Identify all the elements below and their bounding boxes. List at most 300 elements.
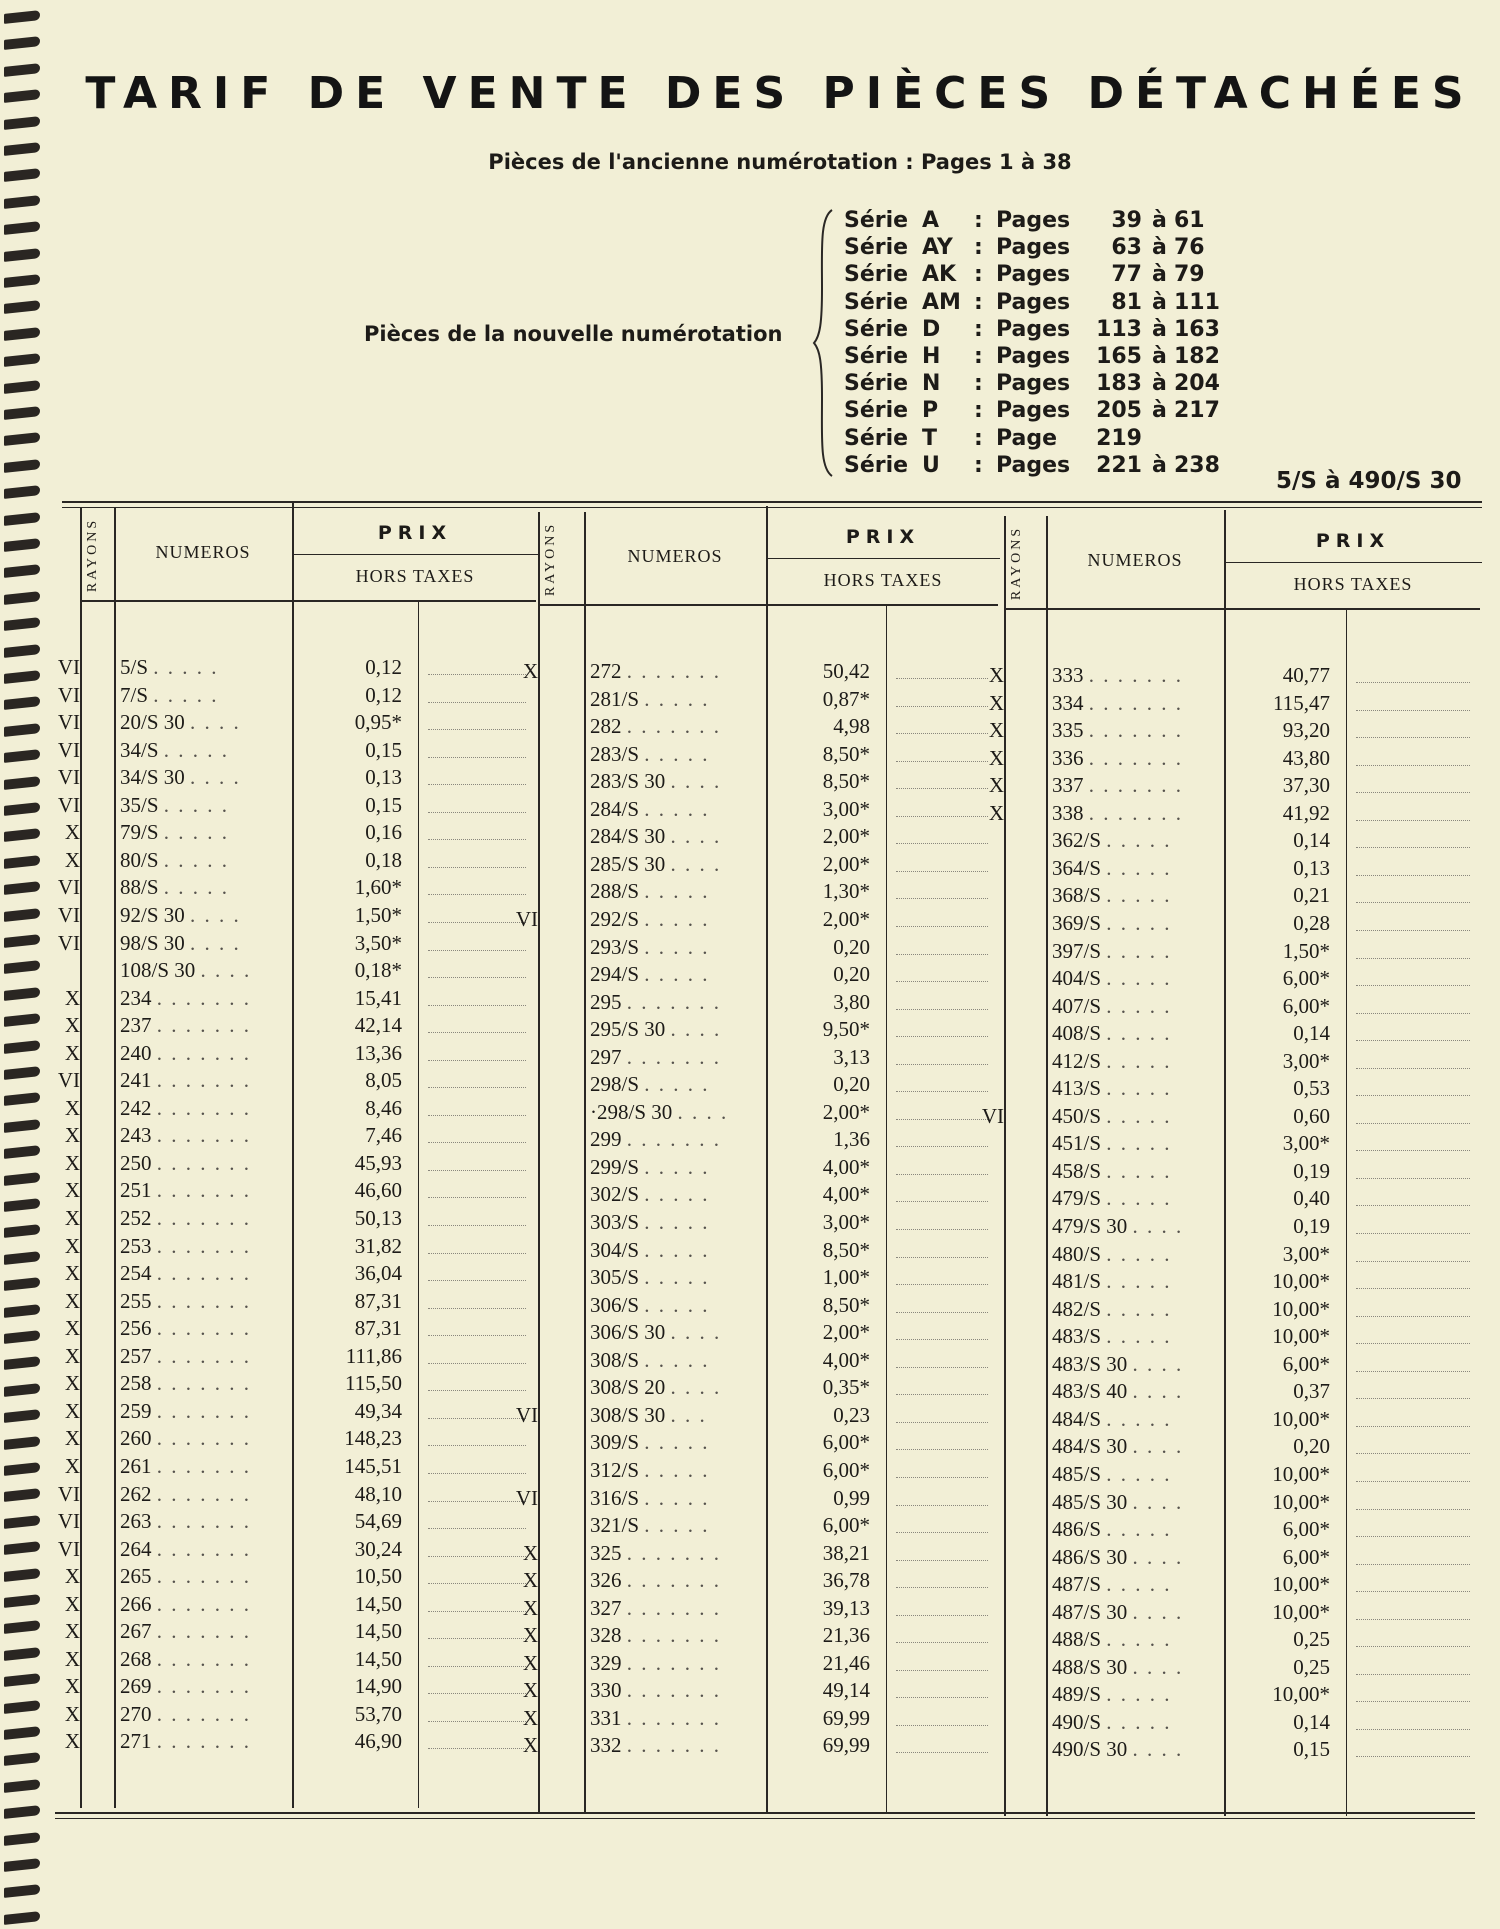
dot-leader: . . . . [1132, 1599, 1184, 1624]
table-row [42, 1591, 538, 1619]
series-code: D [922, 316, 941, 342]
price-value: 36,04 [354, 1261, 402, 1286]
table-row [42, 874, 538, 902]
rayon-code: VI [57, 737, 80, 762]
rayon-code: X [64, 1701, 80, 1726]
table-row [966, 1241, 1482, 1269]
header-bottom-rule [80, 600, 536, 602]
part-number: 490/S . . . . . [1052, 1709, 1172, 1734]
price-value: 115,47 [1273, 690, 1330, 715]
old-numbering-note: Pièces de l'ancienne numérotation : Pages 1 à 38 [488, 150, 1072, 174]
dot-leader: . . . . . [1106, 1158, 1172, 1183]
dot-leader: . . . . . . . [156, 1371, 251, 1396]
dot-leader: . . . . . [644, 1072, 710, 1097]
series-label: Série [844, 235, 909, 261]
rayon-code: X [64, 1453, 80, 1478]
price-value: 1,00* [822, 1265, 870, 1290]
table-row [966, 800, 1482, 828]
dot-leader: . . . . [1132, 1379, 1184, 1404]
blank-dotted-line [1356, 847, 1470, 848]
table-row [966, 1048, 1482, 1076]
part-number: 240 . . . . . . . [120, 1040, 251, 1065]
blank-dotted-line [1356, 1426, 1470, 1427]
dot-leader: . . . . . [163, 737, 230, 762]
blank-dotted-line [1356, 1343, 1470, 1344]
spiral-ring [4, 908, 40, 922]
dot-leader: . . . . [200, 958, 252, 983]
part-number: 486/S . . . . . [1052, 1517, 1172, 1542]
price-value: 6,00* [1282, 993, 1330, 1018]
rayon-code: VI [57, 930, 80, 955]
spiral-ring [4, 1145, 40, 1159]
blank-dotted-line [1356, 682, 1470, 683]
dot-leader: . . . . . [163, 820, 230, 845]
dot-leader: . . . . . [644, 906, 710, 931]
spiral-ring [4, 749, 40, 763]
price-value: 4,00* [822, 1154, 870, 1179]
rayon-code: X [64, 1564, 80, 1589]
dot-leader: . . . . . . . [156, 1178, 251, 1203]
part-number: 298/S . . . . . [590, 1072, 710, 1097]
header-rayons-label: RAYONS [543, 521, 558, 597]
rayon-code: X [64, 985, 80, 1010]
price-value: 0,20 [833, 962, 870, 987]
dot-leader: . . . . . [644, 1210, 710, 1234]
price-value: 0,14 [1293, 828, 1330, 853]
table-row [500, 1347, 1000, 1375]
dot-leader: . . . . . [644, 741, 710, 766]
price-value: 145,51 [344, 1453, 402, 1478]
part-number: 241 . . . . . . . [120, 1068, 251, 1093]
table-row [966, 1681, 1482, 1709]
rayon-code: X [64, 1288, 80, 1313]
table-row [500, 1264, 1000, 1292]
price-value: 8,50* [822, 1292, 870, 1317]
series-brace [812, 208, 836, 478]
table-row [42, 1398, 538, 1426]
spiral-ring [4, 1224, 40, 1238]
dot-leader: . . . . . . . [626, 989, 721, 1014]
blank-dotted-line [1356, 820, 1470, 821]
price-value: 8,05 [365, 1068, 402, 1093]
table-row [966, 1268, 1482, 1296]
price-value: 37,30 [1282, 773, 1330, 798]
table-row [966, 1130, 1482, 1158]
table-row [42, 1150, 538, 1178]
table-row [42, 709, 538, 737]
dot-leader: . . . . . [644, 1513, 710, 1538]
price-value: 6,00* [1282, 966, 1330, 991]
series-page-from: 183 [1096, 371, 1142, 397]
spiral-ring [4, 406, 40, 420]
table-row [500, 1457, 1000, 1485]
rayon-code: X [64, 1316, 80, 1341]
table-row [500, 1512, 1000, 1540]
rayon-code: VI [57, 792, 80, 817]
dot-leader: . . . . . [1106, 1627, 1172, 1652]
spiral-ring [4, 1066, 40, 1080]
part-number: 330 . . . . . . . [590, 1678, 721, 1703]
rayon-code: X [988, 800, 1004, 825]
table-row [42, 1508, 538, 1536]
spiral-ring [4, 195, 40, 209]
series-page-to: 79 [1174, 262, 1205, 288]
part-number: 485/S . . . . . [1052, 1461, 1172, 1486]
blank-dotted-line [1356, 1123, 1470, 1124]
table-row [500, 878, 1000, 906]
price-value: 10,50 [354, 1564, 402, 1589]
table-row [966, 855, 1482, 883]
table-row [500, 1126, 1000, 1154]
rayon-code: VI [57, 1068, 80, 1093]
series-code: P [922, 398, 939, 424]
spiral-ring [4, 723, 40, 737]
spiral-ring [4, 644, 40, 658]
series-page-from: 205 [1096, 398, 1142, 424]
rayon-code: VI [515, 906, 538, 931]
spiral-binding [0, 0, 46, 1929]
spiral-ring [4, 1779, 40, 1793]
rayon-code: X [64, 1040, 80, 1065]
table-row [500, 961, 1000, 989]
price-value: 2,00* [822, 824, 870, 849]
blank-dotted-line [1356, 1013, 1470, 1014]
spiral-ring [4, 1172, 40, 1186]
dot-leader: . . . . . . . [626, 659, 721, 683]
part-number: 294/S . . . . . [590, 962, 710, 987]
spiral-ring [4, 960, 40, 974]
price-value: 6,00* [1282, 1351, 1330, 1376]
part-number: 490/S 30 . . . . [1052, 1737, 1184, 1762]
part-number: 484/S . . . . . [1052, 1406, 1172, 1431]
dot-leader: . . . . . . . [156, 1701, 251, 1726]
dot-leader: . . . . [1132, 1654, 1184, 1679]
dot-leader: . . . . . [644, 686, 710, 711]
price-value: 2,00* [822, 906, 870, 931]
table-row [500, 1044, 1000, 1072]
dot-leader: . . . . [1132, 1214, 1184, 1238]
price-value: 0,12 [365, 655, 402, 679]
header-prix: PRIX [845, 526, 921, 548]
dot-leader: . . . . . . . [626, 1623, 721, 1648]
part-number: 251 . . . . . . . [120, 1178, 251, 1203]
price-value: 4,00* [822, 1182, 870, 1207]
dot-leader: . . . . . [153, 682, 219, 707]
spiral-ring [4, 828, 40, 842]
price-value: 50,13 [354, 1206, 402, 1230]
dot-leader: . . . . . . . [156, 1316, 251, 1341]
series-page-to: 61 [1174, 208, 1205, 233]
series-a: à [1152, 289, 1167, 315]
part-number: 338 . . . . . . . [1052, 800, 1183, 825]
price-value: 0,20 [1293, 1434, 1330, 1459]
table-row [500, 713, 1000, 741]
price-value: 8,50* [822, 1237, 870, 1262]
series-code: T [922, 425, 938, 451]
spiral-ring [4, 1092, 40, 1106]
part-number: 261 . . . . . . . [120, 1453, 251, 1478]
table-row [42, 1343, 538, 1371]
part-number: 482/S . . . . . [1052, 1296, 1172, 1321]
price-value: 3,00* [1282, 1131, 1330, 1156]
series-pages-label: Pages [996, 235, 1071, 261]
blank-dotted-line [1356, 1233, 1470, 1234]
table-row [966, 1736, 1482, 1764]
spiral-ring [4, 1568, 40, 1582]
part-number: 483/S 30 . . . . [1052, 1351, 1184, 1376]
table-bottom-rule-thin [55, 1818, 1475, 1819]
price-value: 3,13 [833, 1044, 870, 1069]
header-numeros: NUMEROS [1087, 550, 1183, 570]
part-number: 369/S . . . . . [1052, 910, 1172, 935]
spiral-ring [4, 485, 40, 499]
part-number: 458/S . . . . . [1052, 1158, 1172, 1183]
table-row [42, 1701, 538, 1729]
rayon-code: VI [57, 655, 80, 679]
table-row [42, 1425, 538, 1453]
part-number: 486/S 30 . . . . [1052, 1544, 1184, 1569]
series-page-to: 182 [1174, 343, 1220, 369]
blank-dotted-line [1356, 1564, 1470, 1565]
table-row [500, 1567, 1000, 1595]
part-number: 266 . . . . . . . [120, 1591, 251, 1616]
part-number: 303/S . . . . . [590, 1210, 710, 1234]
dot-leader: . . . . . [1106, 910, 1172, 935]
dot-leader: . . . . . . . [156, 1646, 251, 1671]
part-number: 98/S 30 . . . . [120, 930, 241, 955]
dot-leader: . . . . . . . [156, 1095, 251, 1120]
spiral-ring [4, 1409, 40, 1423]
dot-leader: . . . . [677, 1099, 729, 1124]
series-pages-label: Pages [996, 262, 1071, 288]
blank-dotted-line [1356, 1481, 1470, 1482]
part-number: 255 . . . . . . . [120, 1288, 251, 1313]
part-number: 487/S 30 . . . . [1052, 1599, 1184, 1624]
part-number: 263 . . . . . . . [120, 1509, 251, 1534]
dot-leader: . . . . . [1106, 1461, 1172, 1486]
header-bottom-rule [538, 604, 998, 606]
series-label: Série [844, 262, 909, 288]
series-page-to: 163 [1174, 316, 1220, 342]
price-value: 0,18* [354, 958, 402, 983]
rayon-code: X [988, 745, 1004, 770]
price-value: 1,50* [1282, 938, 1330, 963]
rayon-code: VI [57, 765, 80, 790]
table-row [42, 1122, 538, 1150]
table-row [966, 772, 1482, 800]
price-value: 9,50* [822, 1017, 870, 1042]
price-value: 0,16 [365, 820, 402, 845]
part-number: 234 . . . . . . . [120, 985, 251, 1010]
part-number: 108/S 30 . . . . [120, 958, 252, 983]
table-row [42, 985, 538, 1013]
part-number: 262 . . . . . . . [120, 1481, 251, 1506]
blank-dotted-line [1356, 930, 1470, 931]
part-number: 284/S . . . . . [590, 796, 710, 821]
table-row [500, 1099, 1000, 1127]
part-number: 288/S . . . . . [590, 879, 710, 904]
series-colon: : [974, 208, 983, 233]
spiral-ring [4, 142, 40, 156]
blank-dotted-line [1356, 1316, 1470, 1317]
dot-leader: . . . . . . . [626, 1650, 721, 1675]
dot-leader: . . . . [1132, 1737, 1184, 1762]
table-row [42, 1012, 538, 1040]
part-number: 332 . . . . . . . [590, 1733, 721, 1758]
spiral-ring [4, 1119, 40, 1133]
price-value: 0,19 [1293, 1158, 1330, 1183]
blank-dotted-line [1356, 1591, 1470, 1592]
header-rayons-label: RAYONS [1009, 525, 1024, 601]
table-row [966, 882, 1482, 910]
price-value: 0,15 [365, 737, 402, 762]
dot-leader: . . . . [190, 765, 241, 790]
price-value: 87,31 [354, 1288, 402, 1313]
part-number: 267 . . . . . . . [120, 1619, 251, 1644]
rayon-code: VI [57, 1536, 80, 1561]
part-number: 337 . . . . . . . [1052, 773, 1183, 798]
spiral-ring [4, 538, 40, 552]
dot-leader: . . . . . [1106, 1296, 1172, 1321]
part-number: 312/S . . . . . [590, 1457, 710, 1482]
series-colon: : [974, 452, 983, 478]
table-bottom-rule [55, 1812, 1475, 1814]
spiral-ring [4, 1251, 40, 1265]
price-value: 0,12 [365, 682, 402, 707]
price-value: 0,14 [1293, 1021, 1330, 1046]
table-row [42, 1673, 538, 1701]
part-number: 316/S . . . . . [590, 1485, 710, 1510]
rayon-code: X [64, 1729, 80, 1754]
table-row [966, 1323, 1482, 1351]
price-value: 49,14 [822, 1678, 870, 1703]
rayon-code: X [522, 659, 538, 683]
dot-leader: . . . . . [1106, 1103, 1172, 1128]
price-value: 15,41 [354, 985, 402, 1010]
price-value: 3,00* [1282, 1241, 1330, 1266]
series-page-to: 238 [1174, 452, 1220, 478]
dot-leader: . . . . . . . [156, 1068, 251, 1093]
table-row [500, 851, 1000, 879]
part-number: 257 . . . . . . . [120, 1343, 251, 1368]
table-row [42, 682, 538, 710]
series-colon: : [974, 371, 983, 397]
series-a: à [1152, 452, 1167, 478]
new-numbering-label: Pièces de la nouvelle numérotation [364, 322, 783, 346]
price-value: 49,34 [354, 1398, 402, 1423]
dot-leader: . . . . . [1106, 1131, 1172, 1156]
table-row [966, 1158, 1482, 1186]
spiral-ring [4, 36, 40, 50]
blank-dotted-line [1356, 1729, 1470, 1730]
rayon-code: X [988, 718, 1004, 743]
series-pages-label: Pages [996, 208, 1071, 233]
table-row [500, 1650, 1000, 1678]
part-number: 413/S . . . . . [1052, 1076, 1172, 1101]
series-page-to: 204 [1174, 371, 1220, 397]
rayon-code: X [64, 1095, 80, 1120]
blank-dotted-line [1356, 737, 1470, 738]
spiral-ring [4, 327, 40, 341]
part-number: 34/S . . . . . [120, 737, 230, 762]
part-number: 5/S . . . . . [120, 655, 219, 679]
rayon-code: X [64, 1591, 80, 1616]
dot-leader: . . . . [670, 1375, 722, 1400]
dot-leader: . . . . . . . [156, 1288, 251, 1313]
spiral-ring [4, 1805, 40, 1819]
dot-leader: . . . . . . . [156, 1426, 251, 1451]
spiral-ring [4, 221, 40, 235]
price-value: 40,77 [1282, 663, 1330, 687]
table-row [42, 1453, 538, 1481]
price-value: 14,50 [354, 1646, 402, 1671]
spiral-ring [4, 1832, 40, 1846]
price-value: 0,13 [1293, 855, 1330, 880]
price-value: 6,00* [822, 1513, 870, 1538]
price-value: 0,13 [365, 765, 402, 790]
blank-dotted-line [1356, 1509, 1470, 1510]
table-row [500, 1181, 1000, 1209]
table-row [42, 1618, 538, 1646]
table-row [42, 1481, 538, 1509]
price-value: 0,53 [1293, 1076, 1330, 1101]
rayon-code: X [64, 1619, 80, 1644]
dot-leader: . . . . . [1106, 966, 1172, 991]
dot-leader: . . . . . [1106, 1682, 1172, 1707]
rayon-code: VI [981, 1103, 1004, 1128]
spiral-ring [4, 802, 40, 816]
table-row [500, 1237, 1000, 1265]
series-page-from: 63 [1111, 235, 1142, 261]
part-number: 292/S . . . . . [590, 906, 710, 931]
dot-leader: . . . . . [1106, 828, 1172, 853]
price-value: 30,24 [354, 1536, 402, 1561]
price-value: 111,86 [345, 1343, 402, 1368]
spiral-ring [4, 1620, 40, 1634]
dot-leader: . . . . . [1106, 1709, 1172, 1734]
blank-dotted-line [1356, 1619, 1470, 1620]
dot-leader: . . . . . . . [156, 1040, 251, 1065]
table-row [500, 1677, 1000, 1705]
part-number: 268 . . . . . . . [120, 1646, 251, 1671]
series-a: à [1152, 343, 1167, 369]
series-label: Série [844, 316, 909, 342]
dot-leader: . . . . . [1106, 1269, 1172, 1294]
table-row [42, 847, 538, 875]
spiral-ring [4, 1383, 40, 1397]
table-row [42, 1177, 538, 1205]
price-value: 10,00* [1272, 1296, 1330, 1321]
dot-leader: . . . . . . . [156, 1398, 251, 1423]
table-row [42, 1646, 538, 1674]
blank-dotted-line [1356, 1756, 1470, 1757]
blank-dotted-line [1356, 1150, 1470, 1151]
part-number: 242 . . . . . . . [120, 1095, 251, 1120]
rayon-code: X [522, 1595, 538, 1620]
rayon-code: X [64, 1646, 80, 1671]
blank-dotted-line [1356, 765, 1470, 766]
spiral-ring [4, 10, 40, 24]
part-number: 299 . . . . . . . [590, 1127, 721, 1152]
spiral-ring [4, 1462, 40, 1476]
price-value: 0,95* [354, 710, 402, 735]
spiral-ring [4, 1304, 40, 1318]
dot-leader: . . . . . [644, 1485, 710, 1510]
series-a: à [1152, 371, 1167, 397]
table-row [966, 1075, 1482, 1103]
dot-leader: . . . . [1132, 1489, 1184, 1514]
dot-leader: . . . . . [644, 1265, 710, 1290]
